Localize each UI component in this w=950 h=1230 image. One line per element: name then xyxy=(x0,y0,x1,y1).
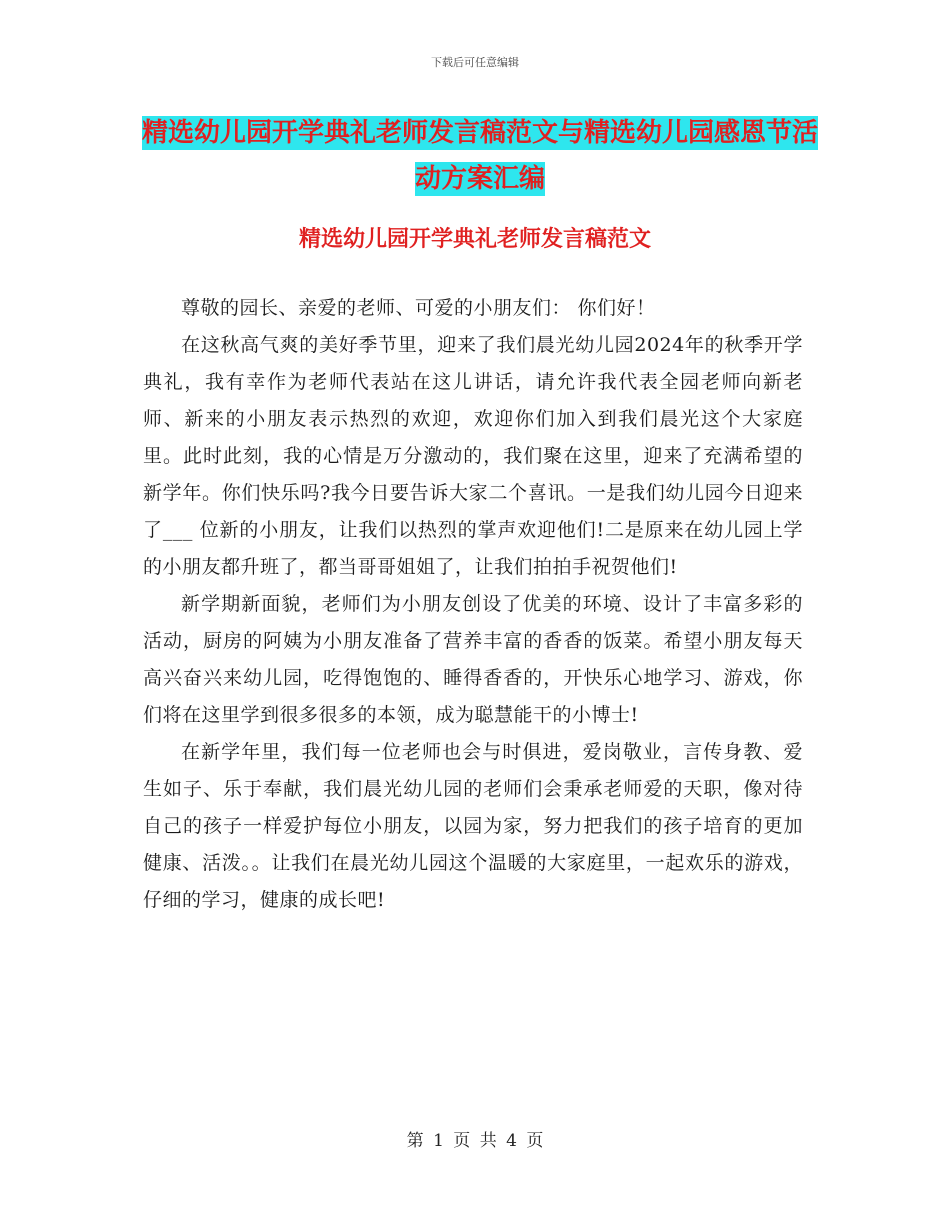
paragraph-teachers-pledge: 在新学年里，我们每一位老师也会与时俱进，爱岗敬业，言传身教、爱生如子、乐于奉献，我们晨光幼儿园的老师们会秉承老师爱的天职，像对待自己的孩子一样爱护每位小朋友，以园为家，努力把我们的孩子培育的更加健康、活泼。。让我们在晨光幼儿园这个温暖的大家庭里，一起欢乐的游戏，仔细的学习，健康的成长吧! xyxy=(143,741,803,911)
paragraph-greeting: 尊敬的园长、亲爱的老师、可爱的小朋友们： 你们好！ xyxy=(181,297,656,319)
document-body xyxy=(143,290,803,919)
paragraph-welcome: 在这秋高气爽的美好季节里，迎来了我们晨光幼儿园2024年的秋季开学典礼，我有幸作为老师代表站在这儿讲话，请允许我代表全园老师向新老师、新来的小朋友表示热烈的欢迎，欢迎你们加入到我们晨光这个大家庭里。此时此刻，我的心情是万分激动的，我们聚在这里，迎来了充满希望的新学年。你们快乐吗?我今日要告诉大家二个喜讯。一是我们幼儿园今日迎来了___ 位新的小朋友，让我们以热烈的掌声欢迎他们!二是原来在幼儿园上学的小朋友都升班了，都当哥哥姐姐了，让我们拍拍手祝贺他们! xyxy=(143,334,803,578)
paragraph-new-semester: 新学期新面貌，老师们为小朋友创设了优美的环境、设计了丰富多彩的活动，厨房的阿姨为小朋友准备了营养丰富的香香的饭菜。希望小朋友每天高兴奋兴来幼儿园，吃得饱饱的、睡得香香的，开快乐心地学习、游戏，你们将在这里学到很多很多的本领，成为聪慧能干的小博士! xyxy=(143,593,803,726)
section-title: 精选幼儿园开学典礼老师发言稿范文 xyxy=(298,227,651,252)
document-title-text: 精选幼儿园开学典礼老师发言稿范文与精选幼儿园感恩节活动方案汇编 xyxy=(141,118,818,194)
page-number: 第 1 页 共 4 页 xyxy=(406,1131,544,1151)
header-note: 下载后可任意编辑 xyxy=(431,56,519,69)
document-title xyxy=(140,110,820,202)
